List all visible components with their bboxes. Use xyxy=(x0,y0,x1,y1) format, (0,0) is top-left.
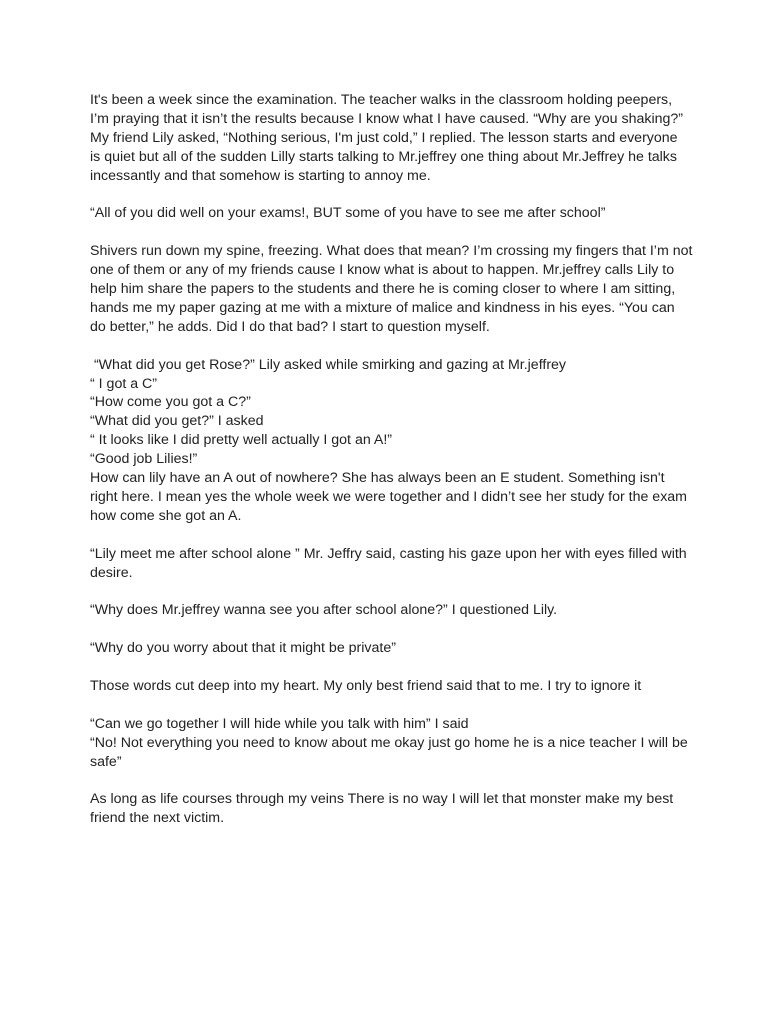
text-line: “Lily meet me after school alone ” Mr. Jeffry said, casting his gaze upon her with eyes filled with xyxy=(90,545,687,562)
text-line: “Can we go together I will hide while you talk with him” I said xyxy=(90,715,469,732)
text-line: right here. I mean yes the whole week we were together and I didn’t see her study for the exam xyxy=(90,488,687,505)
text-line: “Why do you worry about that it might be private” xyxy=(90,640,396,657)
paragraph-2 xyxy=(90,204,690,223)
text-line: “All of you did well on your exams!, BUT some of you have to see me after school” xyxy=(90,205,606,222)
text-line: How can lily have an A out of nowhere? She has always been an E student. Something isn't xyxy=(90,470,665,487)
text-line: As long as life courses through my veins There is no way I will let that monster make my best xyxy=(90,791,674,808)
text-line: hands me my paper gazing at me with a mixture of malice and kindness in his eyes. “You can xyxy=(90,299,675,316)
text-line: is quiet but all of the sudden Lilly starts talking to Mr.jeffrey one thing about Mr.Jeffrey he talks xyxy=(90,148,677,165)
text-line: friend the next victim. xyxy=(90,810,225,827)
text-line: one of them or any of my friends cause I know what is about to happen. Mr.jeffrey calls Lily to xyxy=(90,262,675,279)
text-line: I’m praying that it isn’t the results because I know what I have caused. “Why are you shaking?” xyxy=(90,110,684,127)
paragraph-1 xyxy=(90,91,690,186)
text-line: Those words cut deep into my heart. My only best friend said that to me. I try to ignore it xyxy=(90,677,642,694)
text-line: “What did you get Rose?” Lily asked while smirking and gazing at Mr.jeffrey xyxy=(90,356,567,373)
text-line: safe” xyxy=(90,753,122,770)
text-line: how come she got an A. xyxy=(90,507,242,524)
document-page xyxy=(90,91,693,847)
text-line: “ It looks like I did pretty well actually I got an A!” xyxy=(90,432,393,449)
text-line: My friend Lily asked, “Nothing serious, I'm just cold,” I replied. The lesson starts and everyone xyxy=(90,129,678,146)
text-line: “Good job Lilies!” xyxy=(90,451,198,468)
text-line: “What did you get?” I asked xyxy=(90,413,264,430)
text-line: desire. xyxy=(90,564,133,581)
paragraph-6 xyxy=(90,601,690,620)
paragraph-10 xyxy=(90,790,690,828)
text-line: “How come you got a C?” xyxy=(90,394,251,411)
text-line: It's been a week since the examination. The teacher walks in the classroom holding peepers, xyxy=(90,92,673,108)
text-line: “Why does Mr.jeffrey wanna see you after school alone?” I questioned Lily. xyxy=(90,602,558,619)
paragraph-7 xyxy=(90,639,690,658)
text-line: “No! Not everything you need to know about me okay just go home he is a nice teacher I will be xyxy=(90,734,688,751)
text-line: “ I got a C” xyxy=(90,375,158,392)
text-line: Shivers run down my spine, freezing. What does that mean? I’m crossing my fingers that I’m not xyxy=(90,243,693,260)
text-line: help him share the papers to the students and there he is coming closer to where I am sitting, xyxy=(90,281,676,298)
text-line: incessantly and that somehow is starting to annoy me. xyxy=(90,167,431,184)
paragraph-9 xyxy=(90,715,690,772)
paragraph-4 xyxy=(90,356,690,526)
text-line: do better,” he adds. Did I do that bad? I start to question myself. xyxy=(90,318,490,335)
paragraph-8 xyxy=(90,677,690,696)
paragraph-5 xyxy=(90,545,690,583)
paragraph-3 xyxy=(90,242,693,337)
